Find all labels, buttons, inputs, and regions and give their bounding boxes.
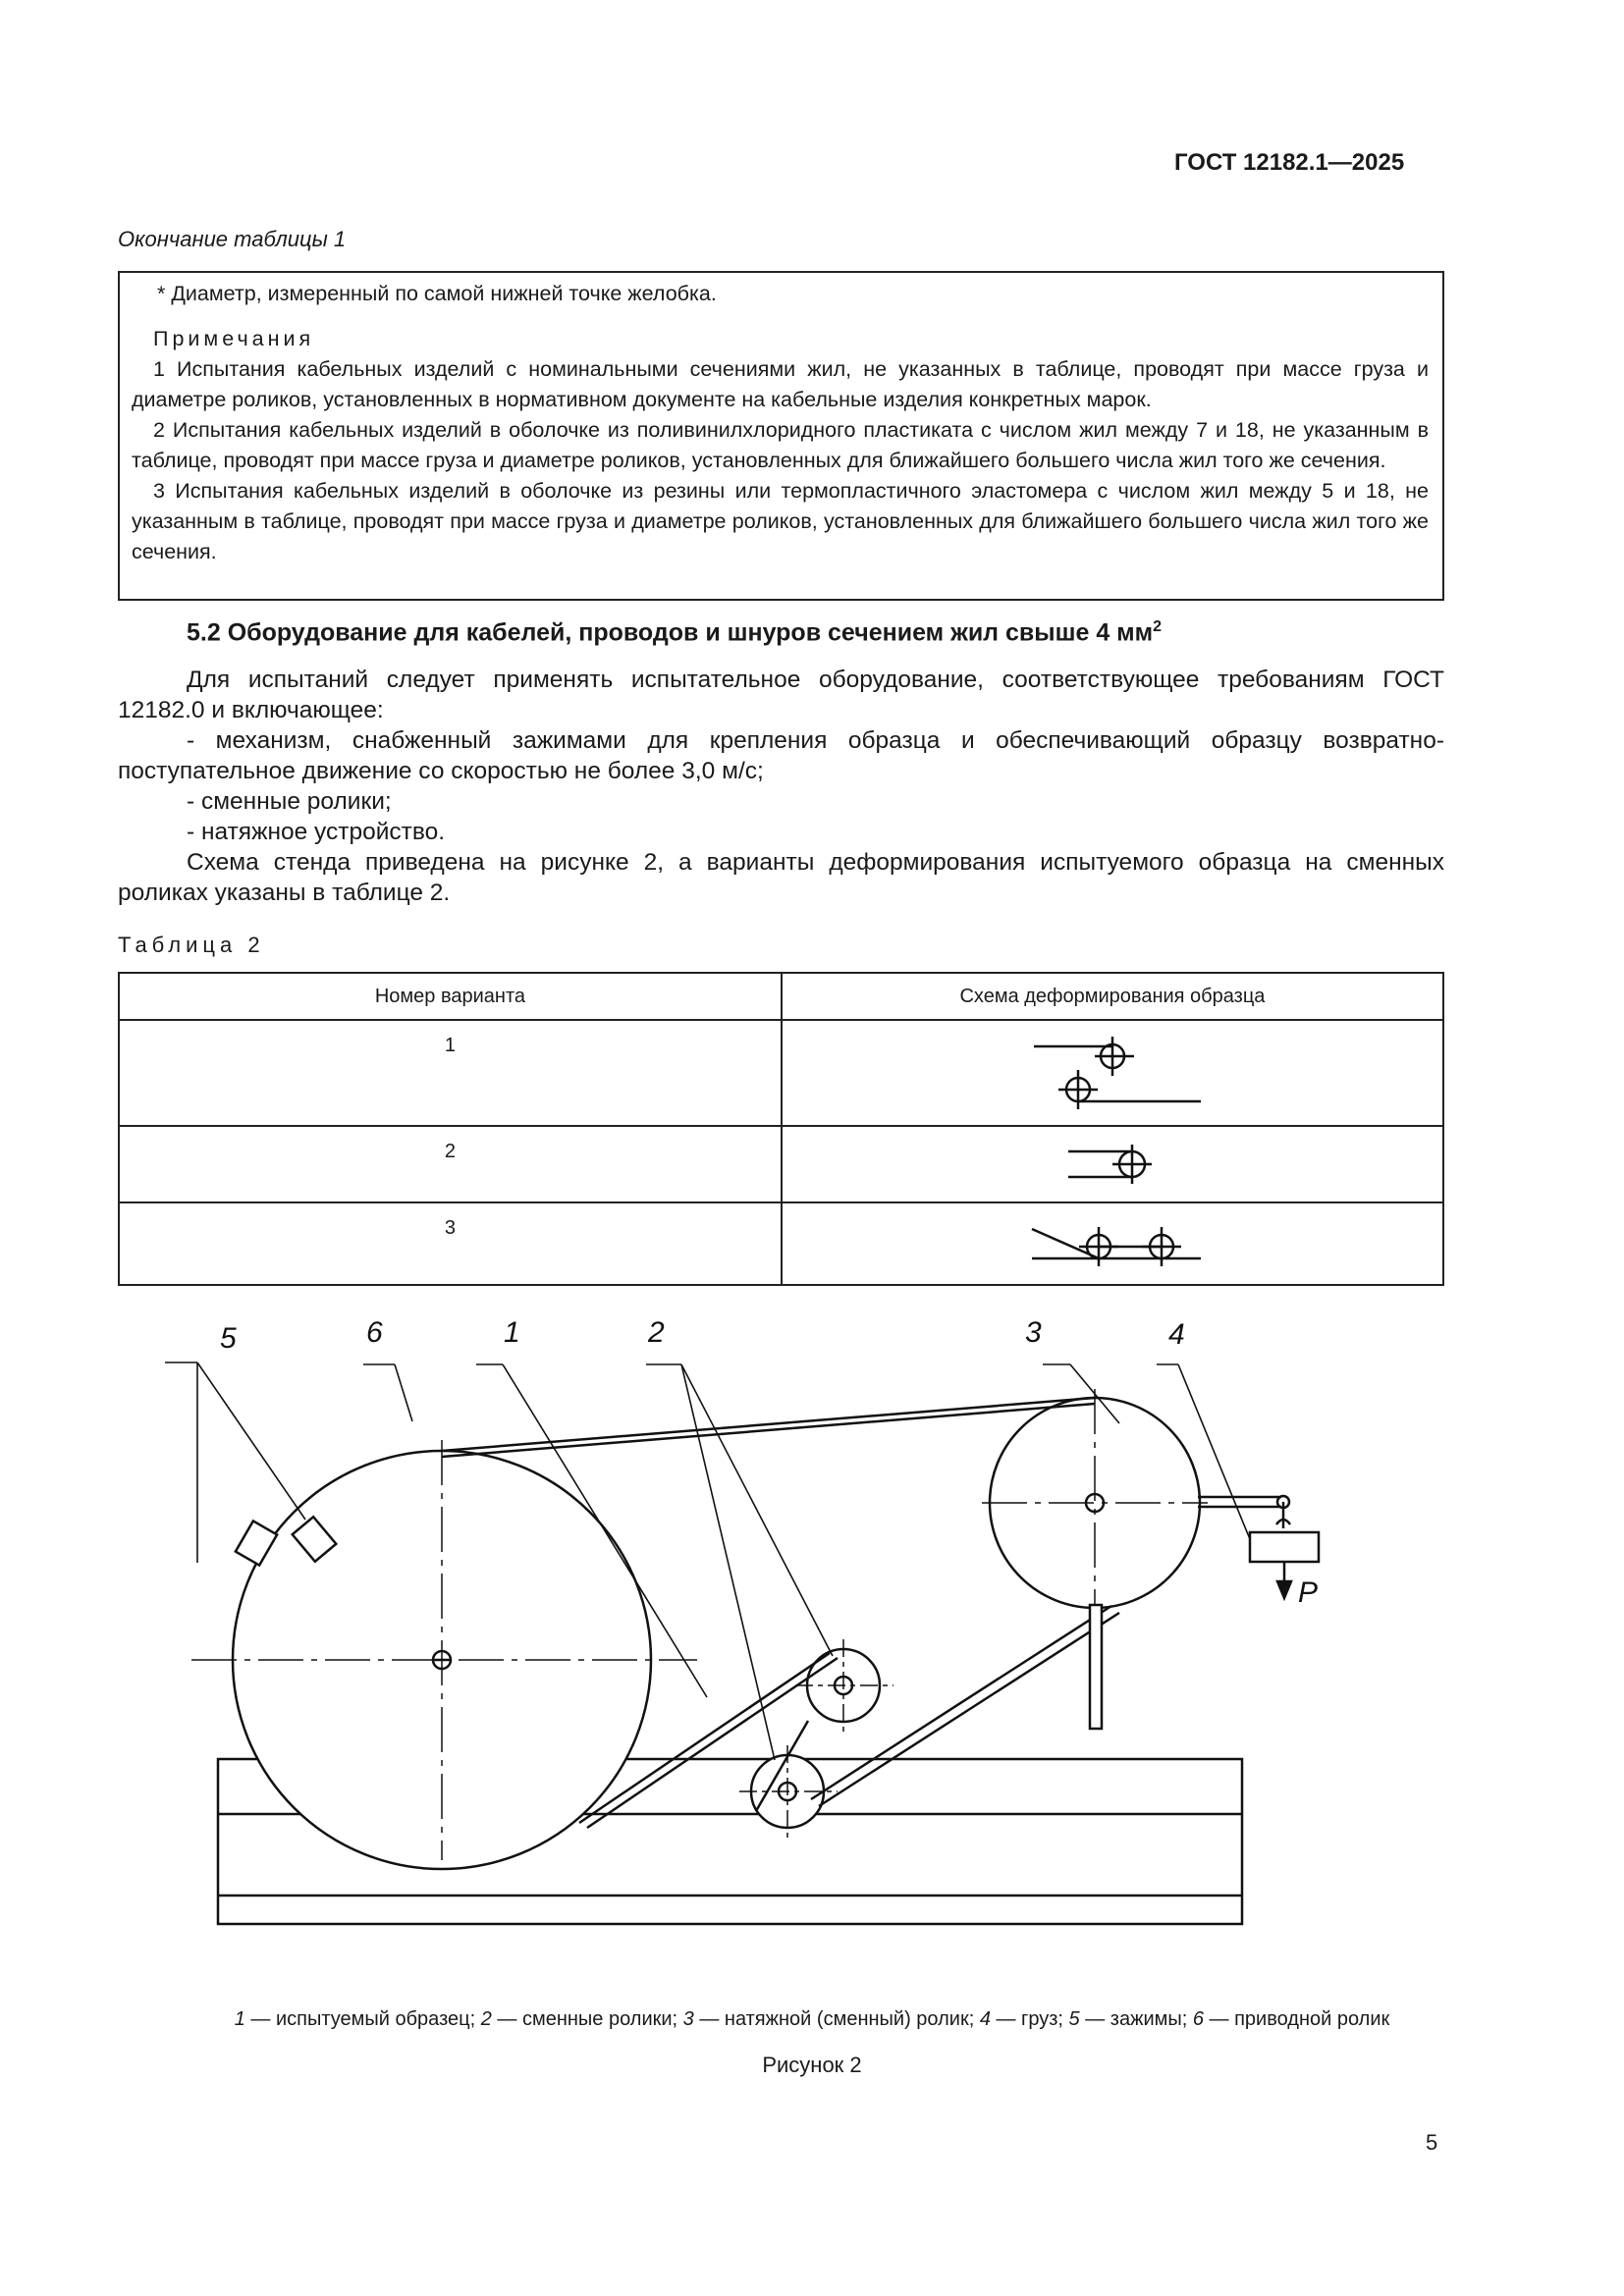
document-id: ГОСТ 12182.1—2025 [1174, 149, 1405, 176]
table-continuation-label: Окончание таблицы 1 [118, 227, 347, 251]
list-item: - натяжное устройство. [187, 819, 446, 845]
callout-1: 1 [504, 1316, 520, 1349]
legend-text: — испытуемый образец; [244, 2008, 481, 2030]
table2 [118, 972, 1444, 1286]
deformation-scheme [782, 1020, 1443, 1126]
legend-num: 3 [682, 2008, 694, 2030]
callout-6: 6 [366, 1316, 383, 1349]
heading-superscript: 2 [1153, 618, 1163, 635]
table-row [119, 1020, 1443, 1126]
force-label: P [1298, 1576, 1319, 1609]
variant-number: 1 [119, 1020, 782, 1126]
legend-num: 6 [1192, 2008, 1204, 2030]
table1-footnote: * Диаметр, измеренный по самой нижней точке желобка. [157, 282, 717, 305]
callout-4: 4 [1168, 1318, 1185, 1351]
note-2: 2 Испытания кабельных изделий в оболочке из поливинилхлоридного пластиката с числом жил между 7 и 18, не указанным в таблице, проводят при массе груза и диаметре роликов, установленных для ближайшего большего числа жил того же сечения. [132, 418, 1429, 472]
list-item: - сменные ролики; [187, 788, 392, 815]
figure-title: Рисунок 2 [762, 2053, 862, 2077]
scheme-2-graphic [1014, 1127, 1211, 1201]
section-body [118, 665, 1444, 908]
section-heading: 5.2 Оборудование для кабелей, проводов и шнуров сечением жил свыше 4 $мм^2$ [187, 618, 1163, 647]
table2-caption: Таблица 2 [118, 933, 265, 957]
section-intro: Для испытаний следует применять испытательное оборудование, соответствующее требованиям ГОСТ 12182.0 и включающее: [118, 667, 1444, 723]
figure-legend [0, 2008, 1624, 2031]
legend-text: — зажимы; [1079, 2008, 1193, 2030]
legend-num: 5 [1068, 2008, 1080, 2030]
table-row [119, 1202, 1443, 1285]
legend-num: 2 [480, 2008, 492, 2030]
table-header-row [119, 973, 1443, 1020]
deformation-scheme [782, 1126, 1443, 1202]
table1-notes-box [118, 271, 1444, 601]
deformation-scheme [782, 1202, 1443, 1285]
column-header: Номер варианта [119, 973, 782, 1020]
scheme-1-graphic [1014, 1021, 1211, 1123]
variant-number: 2 [119, 1126, 782, 1202]
callout-2: 2 [648, 1316, 665, 1349]
figure-reference: Схема стенда приведена на рисунке 2, а варианты деформирования испытуемого образца на сменных роликах указаны в таблице 2. [118, 849, 1444, 906]
callout-5: 5 [220, 1322, 237, 1355]
weight-box [1250, 1532, 1319, 1562]
note-3: 3 Испытания кабельных изделий в оболочке из резины или термопластичного эластомера с числом жил между 5 и 18, не указанным в таблице, проводят при массе груза и диаметре роликов, установленных для ближайшего большего числа жил того же сечения. [132, 479, 1429, 563]
force-arrow-icon [1277, 1581, 1291, 1598]
notes-title: Примечания [153, 327, 315, 350]
legend-num: 4 [979, 2008, 991, 2030]
page-number: 5 [1426, 2130, 1438, 2155]
legend-text: — приводной ролик [1203, 2008, 1390, 2030]
legend-text: — сменные ролики; [491, 2008, 683, 2030]
list-item: - механизм, снабженный зажимами для крепления образца и обеспечивающий образцу возвратно-поступательное движение со скоростью не более 3,0 м/с; [118, 727, 1444, 784]
column-header: Схема деформирования образца [782, 973, 1443, 1020]
legend-text: — груз; [990, 2008, 1069, 2030]
callout-3: 3 [1025, 1316, 1042, 1349]
scheme-3-graphic [1014, 1203, 1211, 1284]
legend-text: — натяжной (сменный) ролик; [693, 2008, 980, 2030]
variant-number: 3 [119, 1202, 782, 1285]
note-1: 1 Испытания кабельных изделий с номинальными сечениями жил, не указанных в таблице, проводят при массе груза и диаметре роликов, установленных в нормативном документе на кабельные изделия конкретных марок. [132, 357, 1429, 411]
table-row [119, 1126, 1443, 1202]
test-stand-diagram [118, 1310, 1444, 1998]
legend-num: 1 [234, 2008, 245, 2030]
